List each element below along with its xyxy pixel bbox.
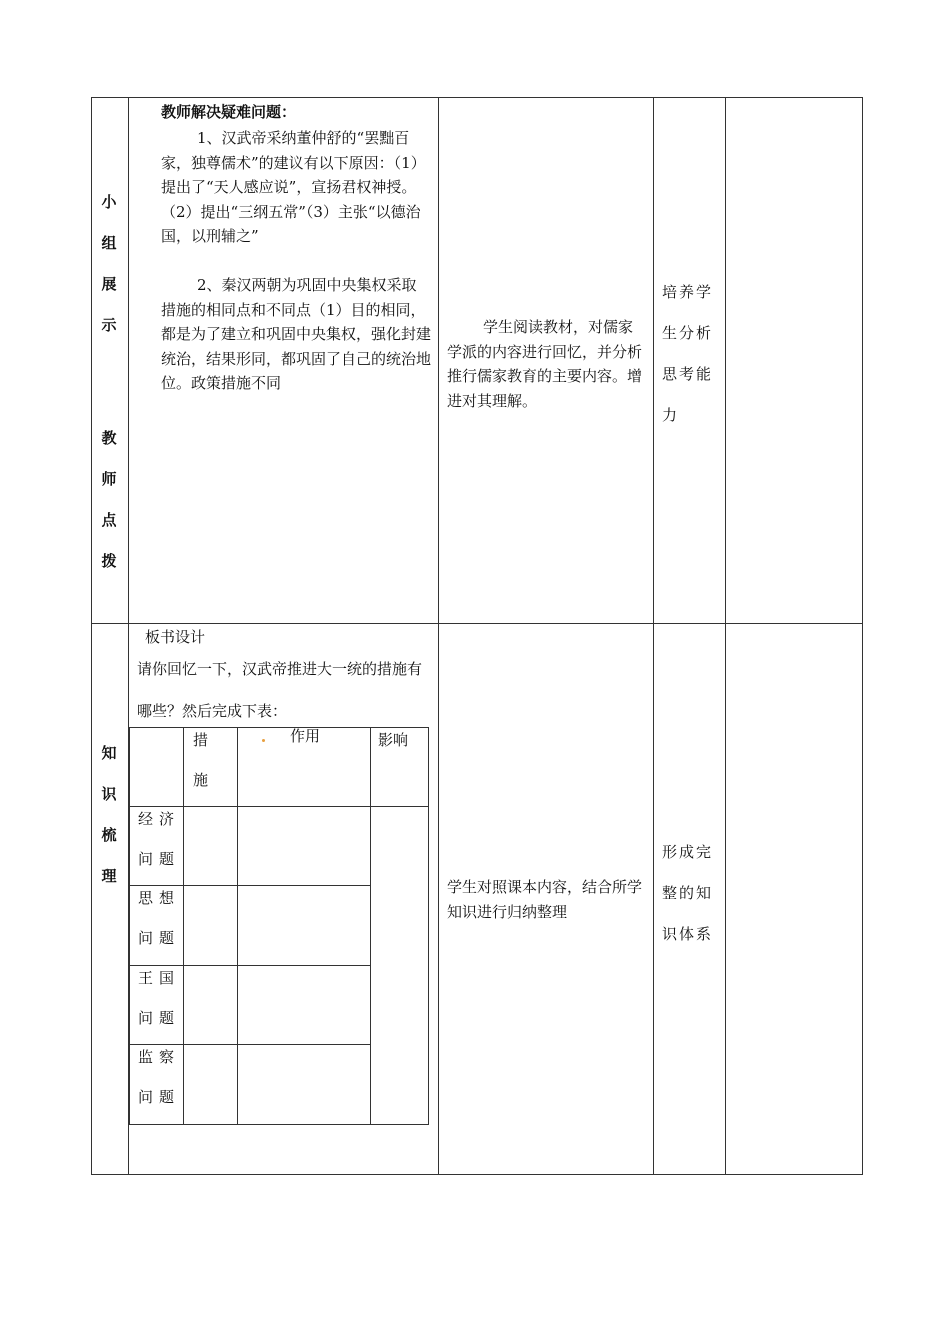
row-thought: 思想问题 [138,889,181,947]
row2-label: 知 识 梳 理 [101,744,117,885]
row-economy: 经济问题 [138,810,181,868]
marker-dot [262,739,265,742]
header-effect: 作用 [290,727,321,745]
content-paragraph-2: 2、秦汉两朝为巩固中央集权采取措施的相同点和不同点（1）目的相同，都是为了建立和巩固中央集权，强化封建统治，结果形同，都巩固了自己的统治地位。政策措施不同 [161,276,432,392]
row-kingdom: 王国问题 [138,969,181,1027]
design-intent-1: 培养学生分析思考能力 [662,283,714,424]
student-activity-2: 学生对照课本内容，结合所学知识进行归纳整理 [447,878,643,921]
header-measures: 措施 [193,731,217,789]
column-divider [725,98,726,1174]
table-divider [183,727,184,1125]
row-supervision: 监察问题 [138,1048,181,1106]
header-impact: 影响 [378,731,409,749]
table-divider [370,806,371,1125]
column-divider [438,98,439,1174]
row-divider [92,623,862,624]
content-title: 教师解决疑难问题： [161,103,297,121]
student-activity-1: 学生阅读教材，对儒家学派的内容进行回忆，并分析推行儒家教育的主要内容。增进对其理解。 [447,318,643,410]
row1-label-bottom: 教 师 点 拨 [101,429,117,570]
row1-label-top: 小 组 展 示 [101,193,117,334]
content-paragraph-1: 1、汉武帝采纳董仲舒的“罢黜百家，独尊儒术”的建议有以下原因：（1）提出了“天人感应说”，宣扬君权神授。（2）提出“三纲五常”（3）主张“以德治国，以刑辅之” [161,129,426,245]
column-divider [653,98,654,1174]
design-intent-2: 形成完整的知识体系 [662,843,714,943]
instruction-text: 请你回忆一下，汉武帝推进大一统的措施有哪些？然后完成下表： [137,660,423,720]
board-design-title: 板书设计 [145,628,206,646]
table-divider [370,727,371,806]
table-divider [237,727,238,1125]
